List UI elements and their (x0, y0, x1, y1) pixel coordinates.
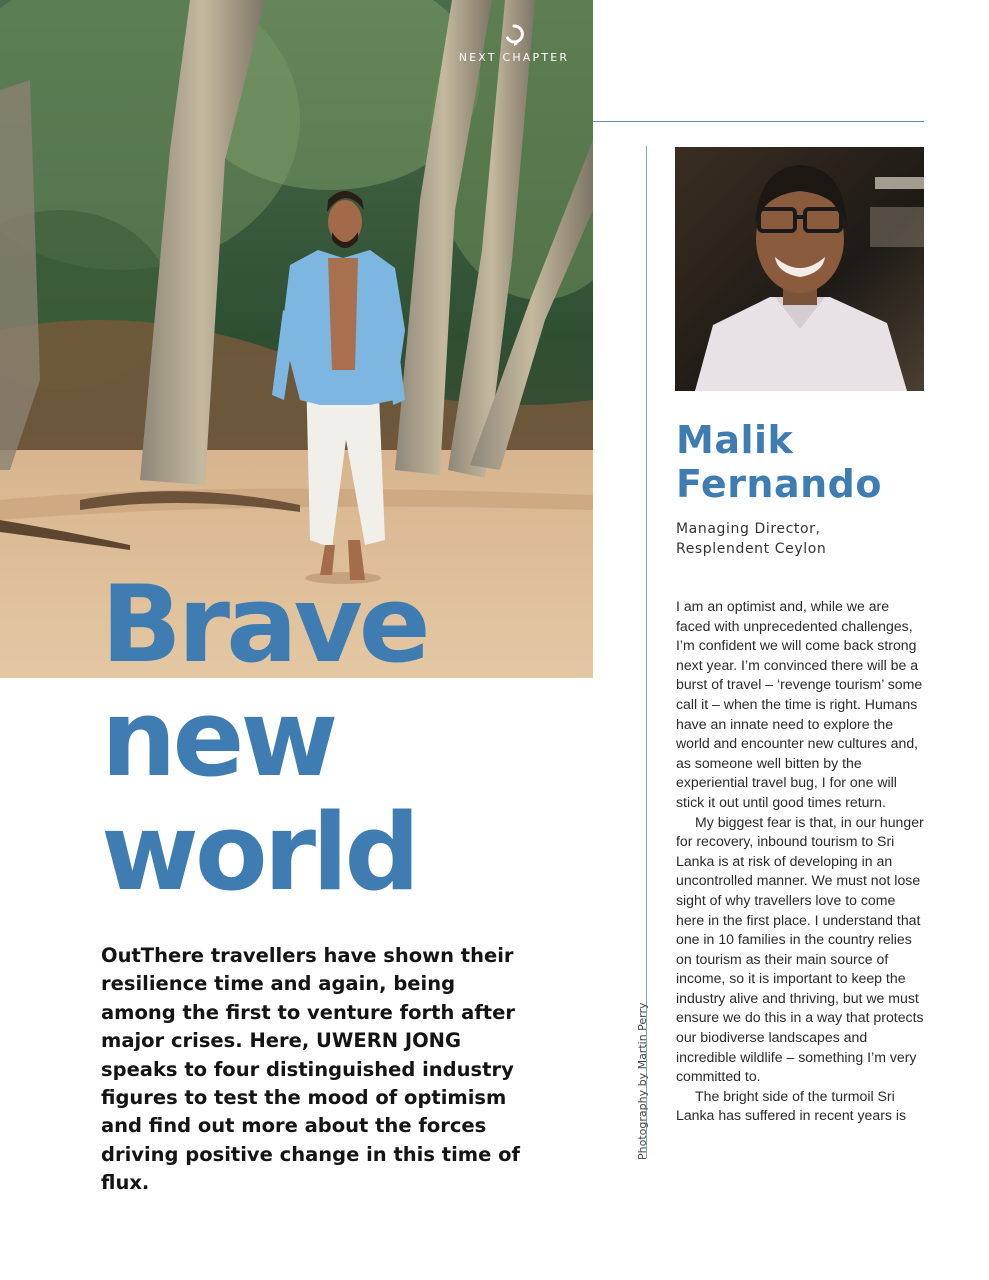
headline-line-1: Brave (101, 563, 427, 686)
top-divider (593, 121, 924, 122)
next-chapter-label: NEXT CHAPTER (458, 51, 570, 64)
standfirst: OutThere travellers have shown their resilience time and again, being among the first to venture forth after major crises. Here, UWERN JONG speaks to four distinguished industry figures to test the mood of optimism and find out more about the forces driving positive change in this time of flux. (101, 944, 520, 1195)
photo-credit: Photography by Martin Perry (636, 1002, 649, 1160)
portrait-photo (675, 147, 924, 391)
profile-company: Resplendent Ceylon (676, 541, 827, 557)
profile-body (676, 597, 926, 1167)
headline (101, 563, 427, 914)
next-chapter-link[interactable] (456, 22, 572, 66)
profile-first-name: Malik (676, 418, 794, 462)
body-paragraph: My biggest fear is that, in our hunger for recovery, inbound tourism to Sri Lanka is at risk of developing in an uncontrolled manner. We must not lose sight of why travellers love to come here in the first place. I understand that one in 10 families in the country relies on tourism as their main source of income, so it is important to keep the industry alive and thriving, but we must ensure we do this in a way that protects our biodiverse landscapes and incredible wildlife – something I’m very committed to. (676, 813, 924, 1085)
body-paragraph: I am an optimist and, while we are faced with unprecedented challenges, I’m confident we will come back strong next year. I’m convinced there will be a burst of travel – ‘revenge tourism’ some call it – when the time is right. Humans have an innate need to explore the world and encounter new cultures and, as someone well bitten by the experiential travel bug, I for one will stick it out until good times return. (676, 598, 923, 810)
profile-name (676, 418, 936, 506)
circular-arrow-icon (503, 22, 525, 46)
profile-title: Managing Director, (676, 521, 821, 537)
headline-line-3: world (101, 791, 417, 914)
profile-last-name: Fernando (676, 462, 882, 506)
body-paragraph: The bright side of the turmoil Sri Lanka has suffered in recent years is (676, 1087, 907, 1124)
profile-role (676, 519, 826, 559)
headline-line-2: new (101, 677, 335, 800)
